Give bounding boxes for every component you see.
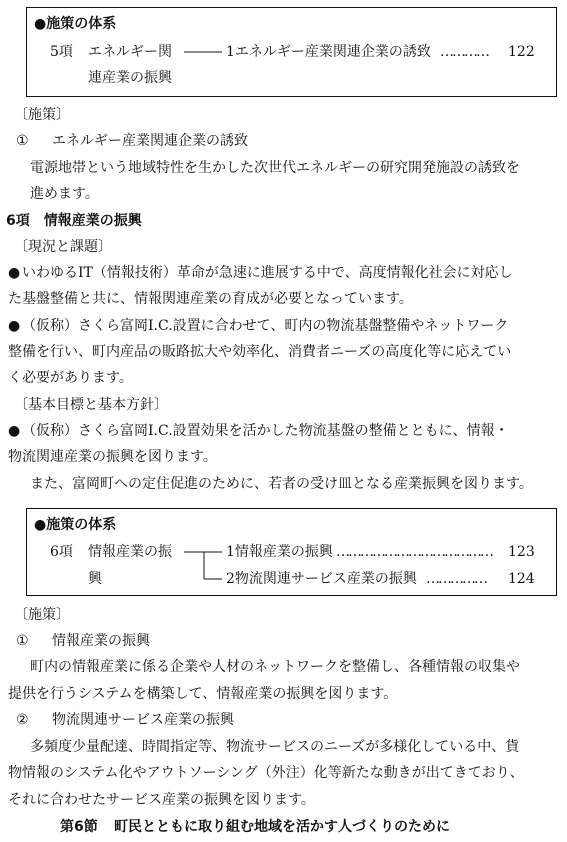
item-number: 6項 xyxy=(50,544,73,560)
paragraph-line: （仮称）さくら富岡I.C.設置に合わせて、町内の物流基盤整備やネットワーク xyxy=(22,318,509,334)
item-name: 情報産業の振 xyxy=(88,544,172,560)
measure-body: 町内の情報産業に係る企業や人材のネットワークを整備し、各種情報の収集や xyxy=(30,659,520,675)
measures-heading: 〔施策〕 xyxy=(14,107,70,123)
entry-page: 122 xyxy=(508,44,535,60)
item-name-cont: 連産業の振興 xyxy=(88,70,172,86)
measure-number: ① xyxy=(16,133,29,149)
entry-label: 1エネルギー産業関連企業の誘致 xyxy=(226,44,431,60)
next-section-number: 第6節 xyxy=(60,819,98,835)
measure-body: それに合わせたサービス産業の振興を図ります。 xyxy=(8,792,315,808)
paragraph-line: く必要があります。 xyxy=(8,370,133,386)
measure-number: ① xyxy=(16,633,29,649)
measure-body: 多頻度少量配達、時間指定等、物流サービスのニーズが多様化している中、貨 xyxy=(30,739,520,755)
entry-page: 124 xyxy=(508,571,535,587)
policy-system-title: ●施策の体系 xyxy=(34,16,117,32)
measure-body: 進めます。 xyxy=(30,186,99,202)
current-issues-heading: 〔現況と課題〕 xyxy=(14,239,112,255)
next-section-title: 町民とともに取り組む地域を活かす人づくりのために xyxy=(114,819,450,835)
measure-number: ② xyxy=(16,712,29,728)
entry-label: 1情報産業の振興 xyxy=(226,544,333,560)
policy-system-title: ●施策の体系 xyxy=(34,517,117,533)
entry-label: 2物流関連サービス産業の振興 xyxy=(226,571,417,587)
leader-dots: ………………………………… xyxy=(336,544,492,560)
entry-page: 123 xyxy=(508,544,535,560)
paragraph-line: いわゆるIT（情報技術）革命が急速に進展する中で、高度情報化社会に対応し xyxy=(22,265,513,281)
measure-body: 提供を行うシステムを構築して、情報産業の振興を図ります。 xyxy=(8,686,398,702)
paragraph-line: また、富岡町への定住促進のために、若者の受け皿となる産業振興を図ります。 xyxy=(30,476,533,492)
measures-heading: 〔施策〕 xyxy=(14,607,70,623)
leader-dots: ………… xyxy=(440,44,488,60)
paragraph-line: た基盤整備と共に、情報関連産業の育成が必要となっています。 xyxy=(8,291,413,307)
leader-dots: …………… xyxy=(426,571,486,587)
paragraph-line: （仮称）さくら富岡I.C.設置効果を活かした物流基盤の整備とともに、情報・ xyxy=(22,423,509,439)
paragraph-line: 物流関連産業の振興を図ります。 xyxy=(8,449,217,465)
paragraph-line: 整備を行い、町内産品の販路拡大や効率化、消費者ニーズの高度化等に応えてい xyxy=(8,344,512,360)
measure-title: エネルギー産業関連企業の誘致 xyxy=(52,133,248,149)
measure-title: 情報産業の振興 xyxy=(52,633,150,649)
bullet-icon: ● xyxy=(8,318,21,334)
item-name: エネルギー関 xyxy=(88,44,172,60)
bullet-icon: ● xyxy=(8,423,21,439)
item-name-cont: 興 xyxy=(88,571,102,587)
section-title: 6項 情報産業の振興 xyxy=(6,213,142,229)
goals-heading: 〔基本目標と基本方針〕 xyxy=(14,397,168,413)
measure-title: 物流関連サービス産業の振興 xyxy=(52,712,234,728)
measure-body: 物情報のシステム化やアウトソーシング（外注）化等新たな動きが出てきており、 xyxy=(8,765,524,781)
bullet-icon: ● xyxy=(8,265,21,281)
item-number: 5項 xyxy=(50,44,73,60)
measure-body: 電源地帯という地域特性を生かした次世代エネルギーの研究開発施設の誘致を xyxy=(30,160,520,176)
